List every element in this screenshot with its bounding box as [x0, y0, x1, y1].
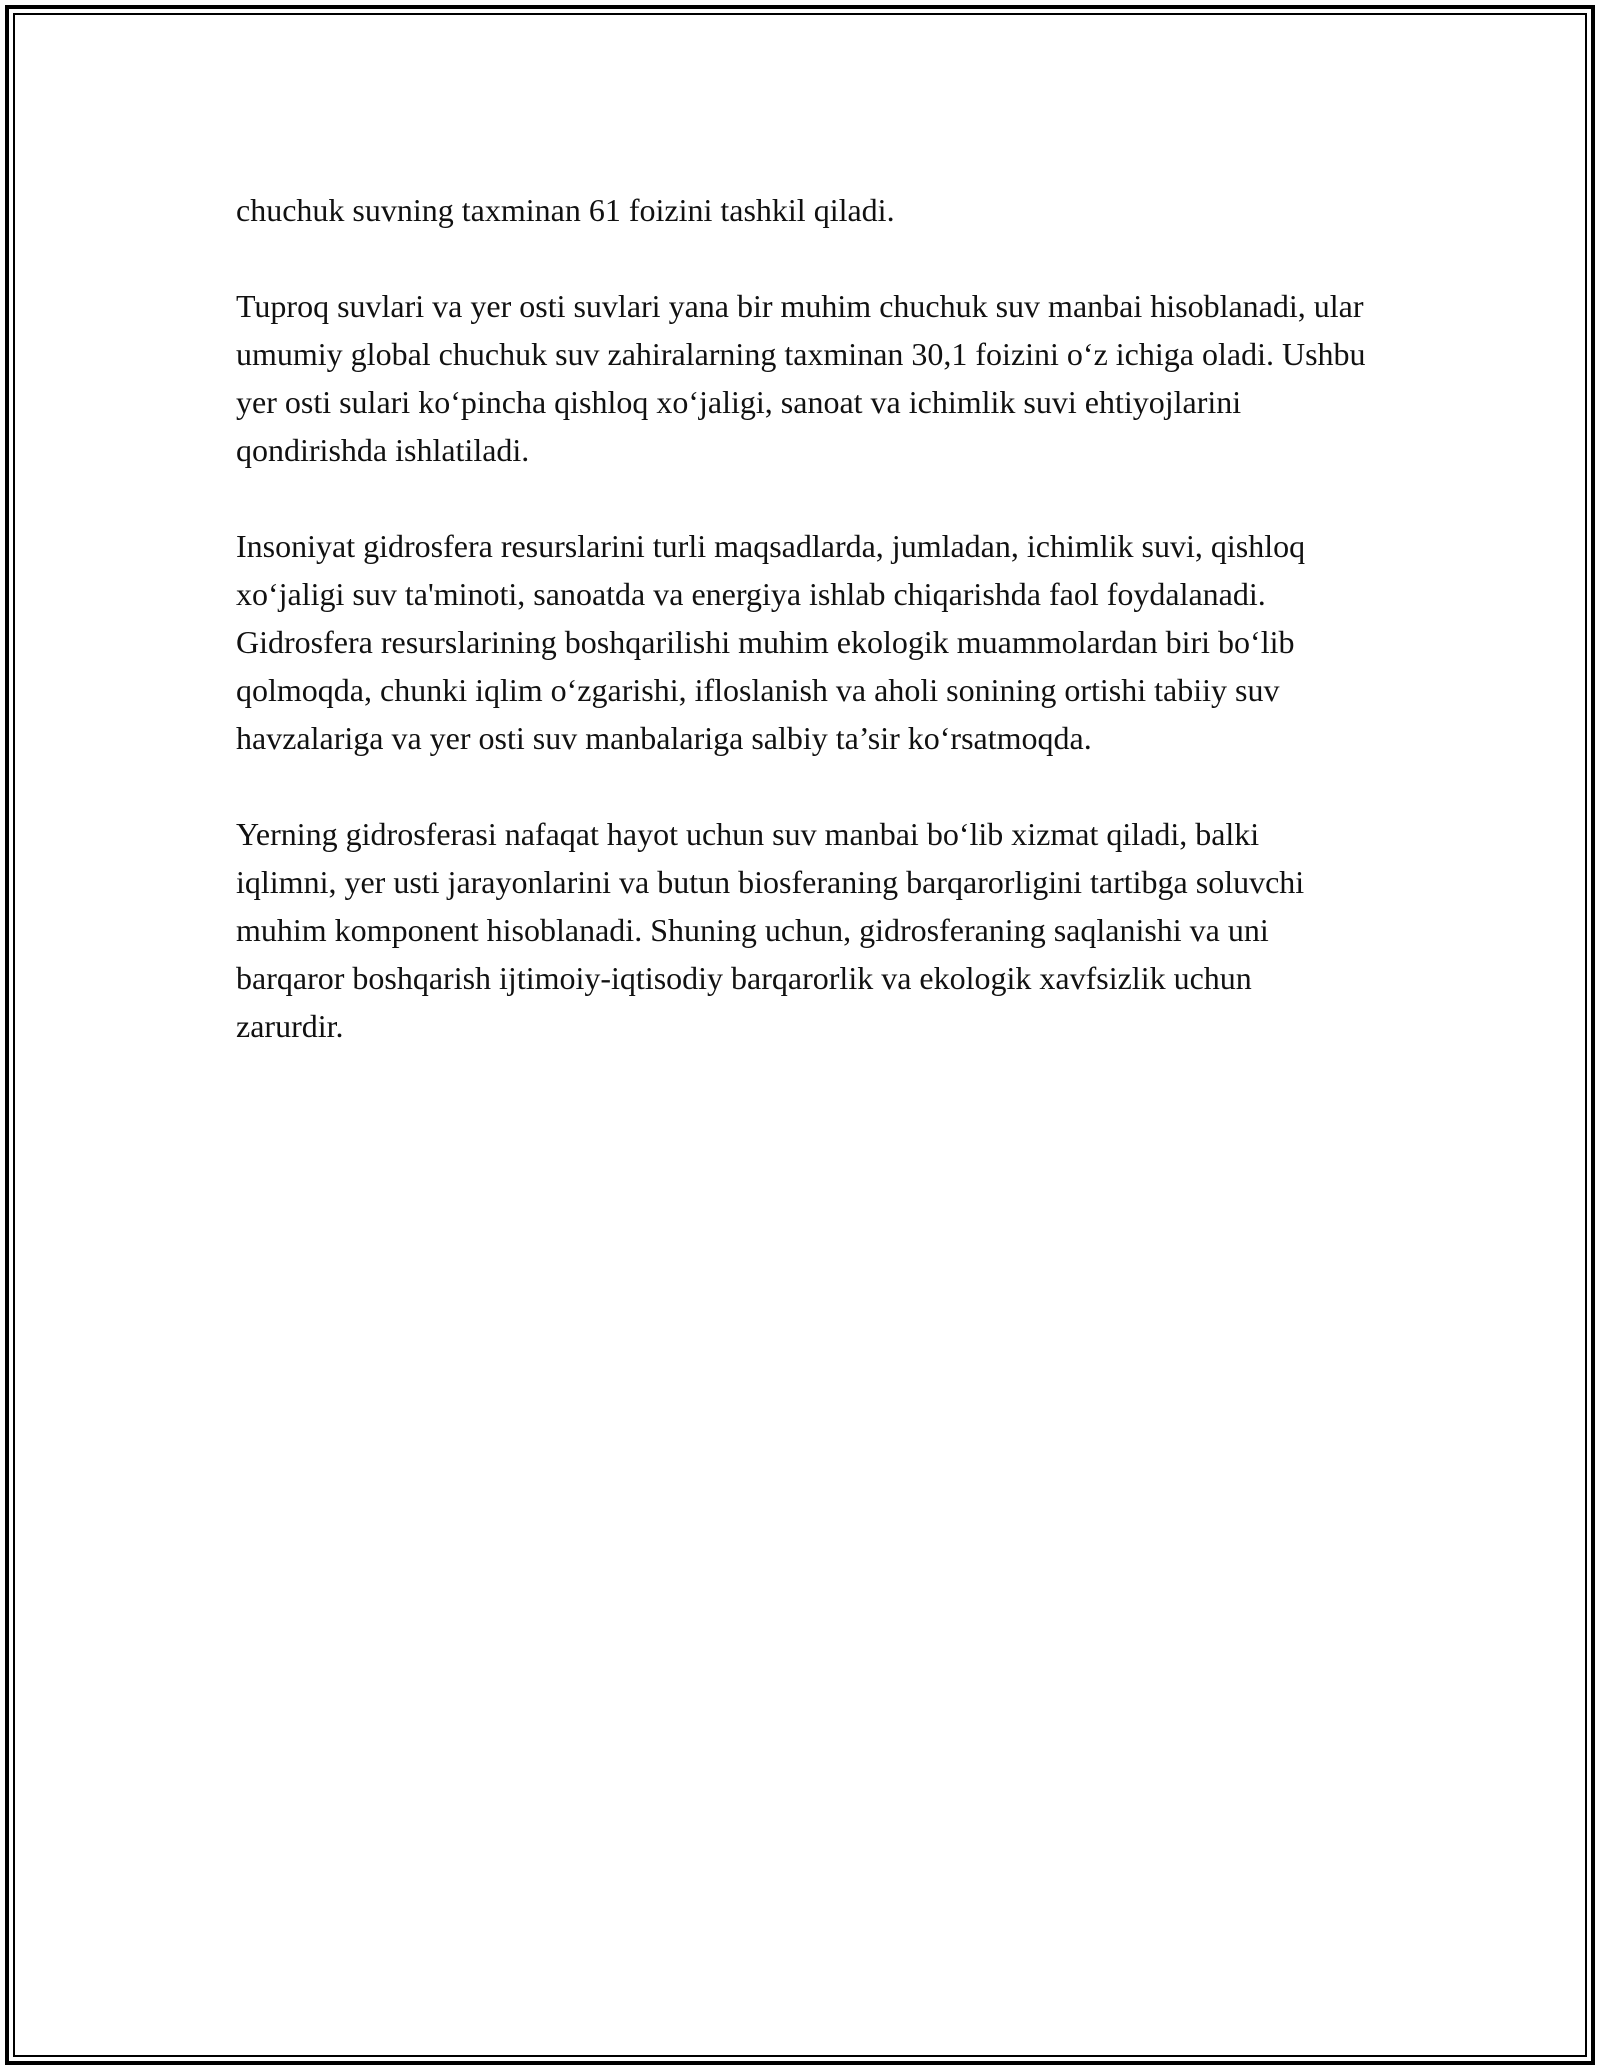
- paragraph-1: chuchuk suvning taxminan 61 foizini tashkil qiladi.: [236, 192, 895, 228]
- paragraph-2: Tuproq suvlari va yer osti suvlari yana bir muhim chuchuk suv manbai hisoblanadi, ular umumiy global chuchuk suv zahiralarning taxminan 30,1 foizini o‘z ichiga oladi. Ushbu yer osti sulari ko‘pincha qishloq xo‘jaligi, sanoat va ichimlik suvi ehtiyojlarini qondirishda ishlatiladi.: [236, 288, 1366, 468]
- paragraph-3: Insoniyat gidrosfera resurslarini turli maqsadlarda, jumladan, ichimlik suvi, qishloq xo‘jaligi suv ta'minoti, sanoatda va energiya ishlab chiqarishda faol foydalanadi. Gidrosfera resurslarining boshqarilishi muhim ekologik muammolardan biri bo‘lib qolmoqda, chunki iqlim o‘zgarishi, ifloslanish va aholi sonining ortishi tabiiy suv havzalariga va yer osti suv manbalariga salbiy ta’sir ko‘rsatmoqda.: [236, 528, 1306, 756]
- paragraph-4: Yerning gidrosferasi nafaqat hayot uchun suv manbai bo‘lib xizmat qiladi, balki iqlimni, yer usti jarayonlarini va butun biosferaning barqarorligini tartibga soluvchi muhim komponent hisoblanadi. Shuning uchun, gidrosferaning saqlanishi va uni barqaror boshqarish ijtimoiy-iqtisodiy barqarorlik va ekologik xavfsizlik uchun zarurdir.: [236, 816, 1305, 1044]
- document-body: [236, 186, 1366, 1098]
